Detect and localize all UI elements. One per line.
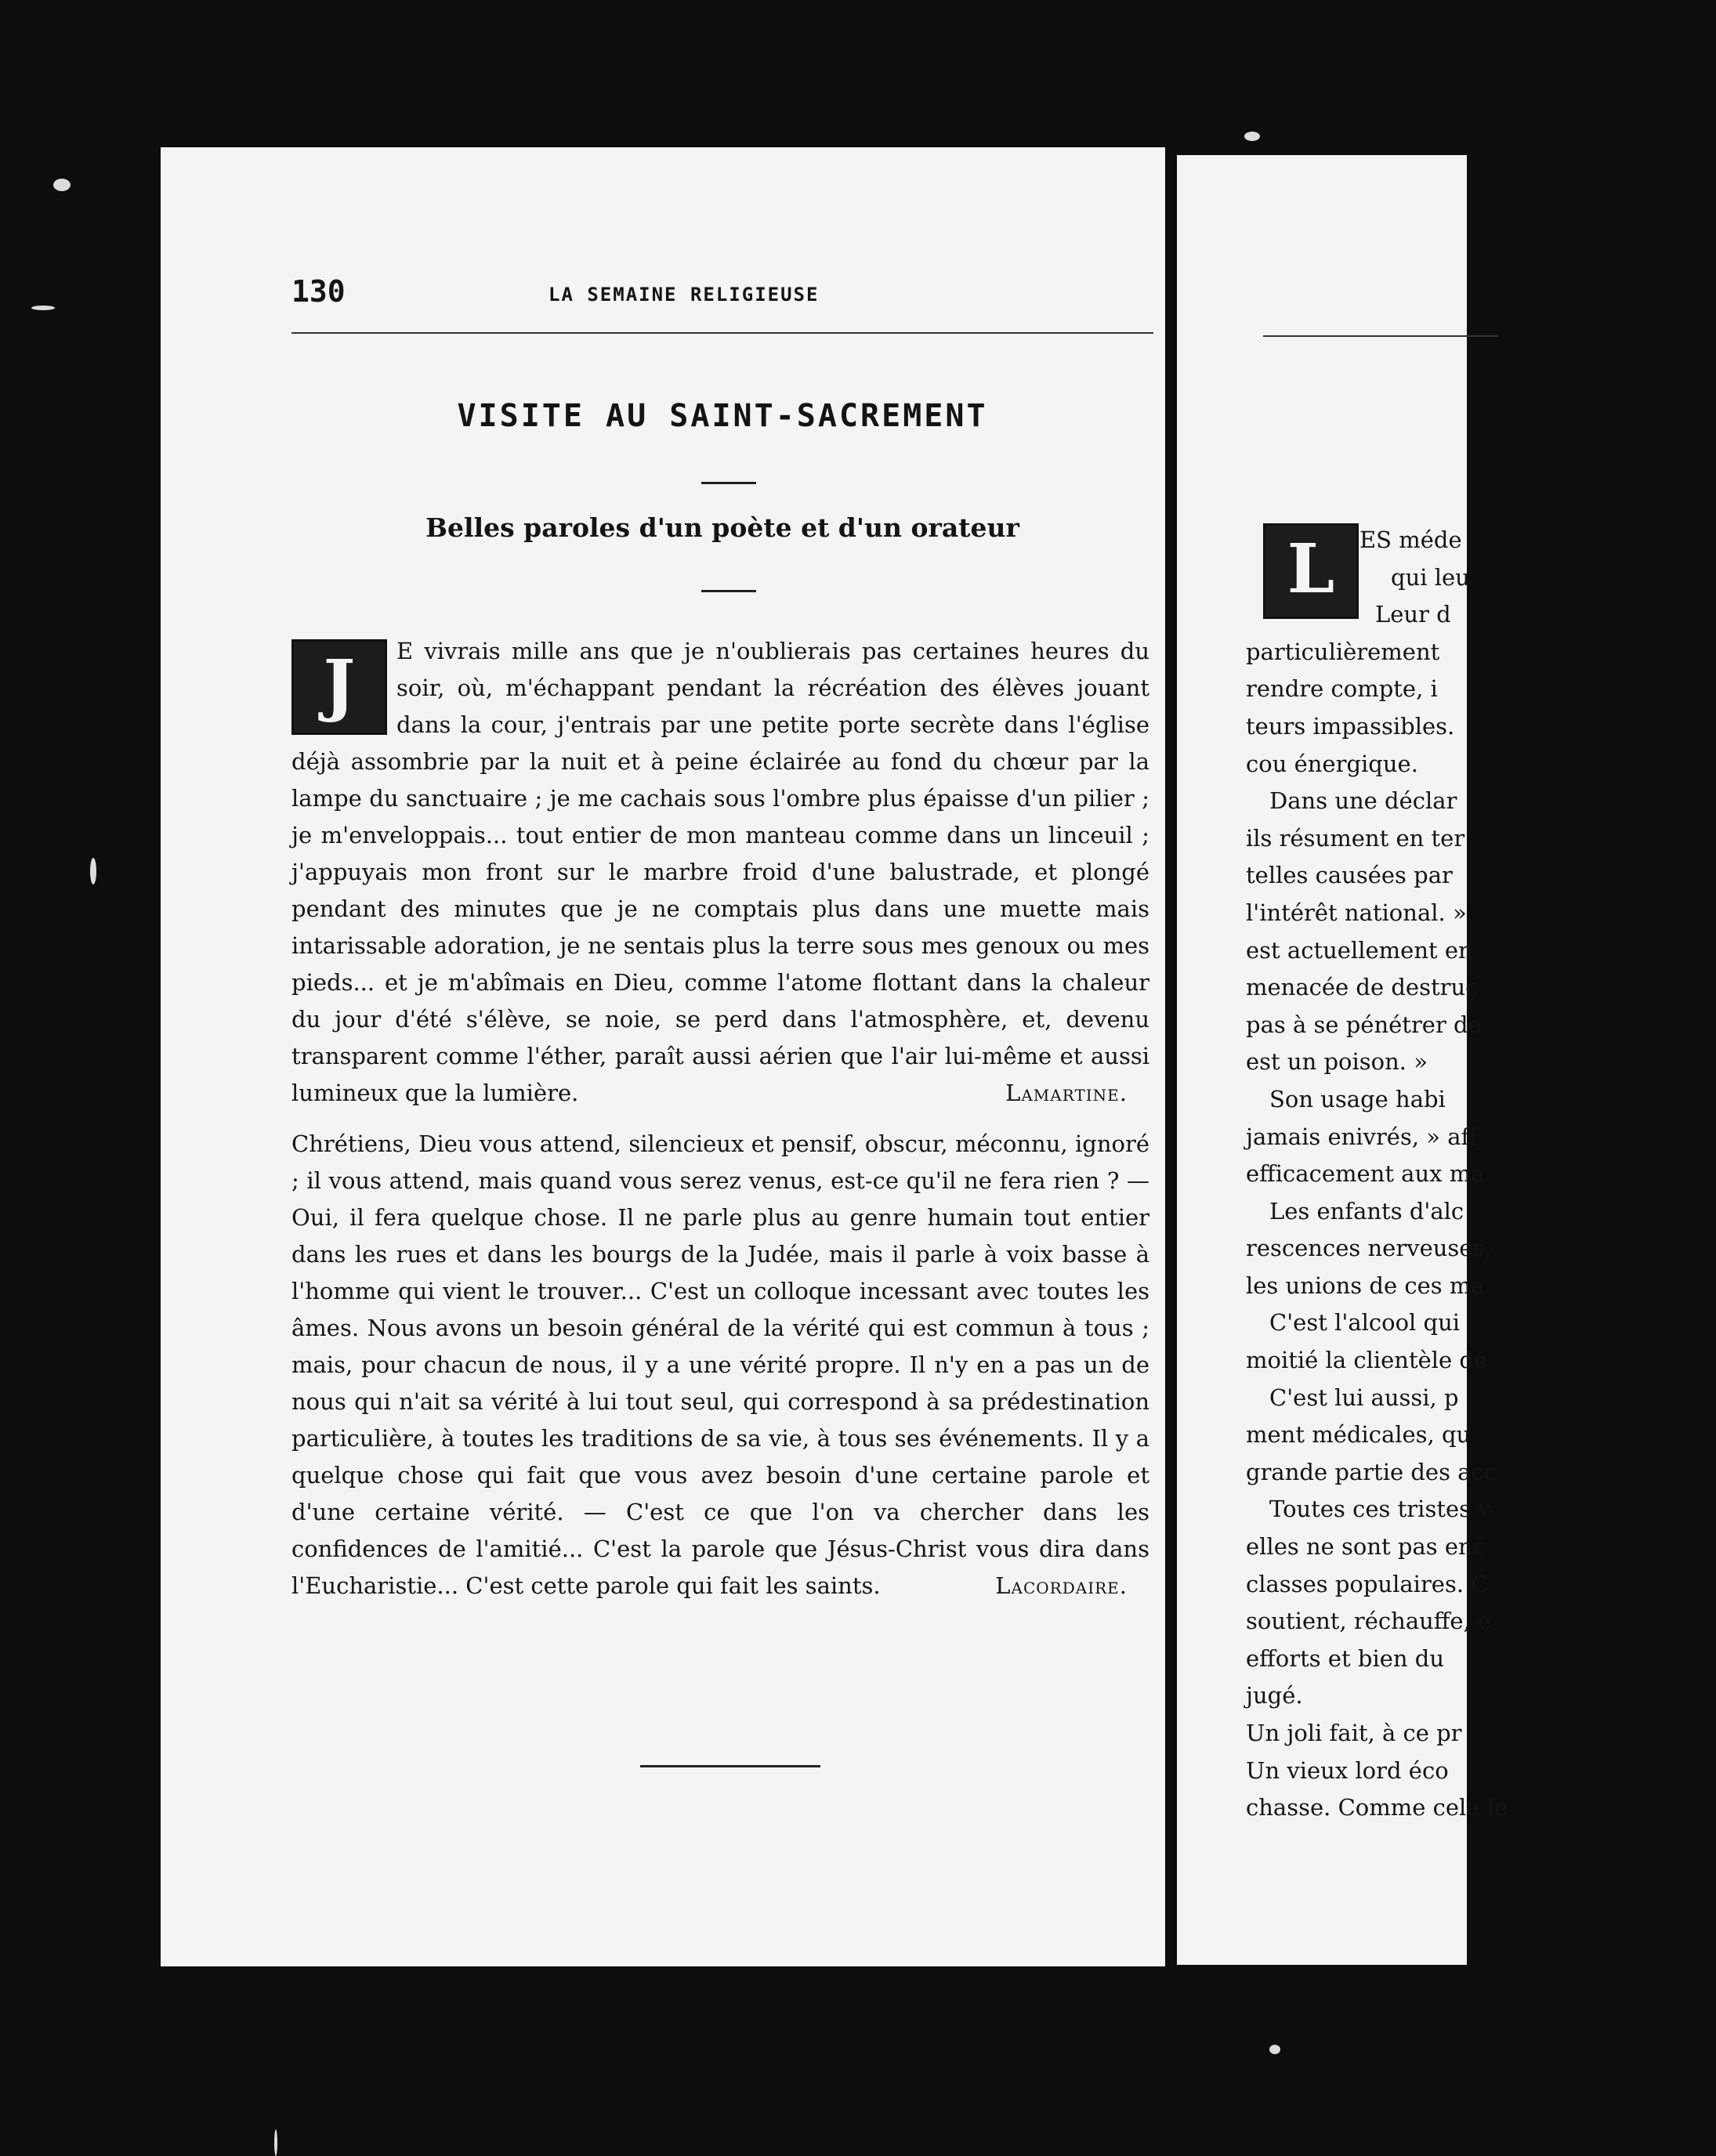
text-line: ils résument en ter [1246,824,1465,852]
text-line: chasse. Comme cela le [1246,1794,1508,1821]
left-page [161,147,1165,1966]
text-line: teurs impassibles. [1246,712,1455,740]
text-line: Dans une déclar [1269,787,1457,815]
passage-text: Chrétiens, Dieu vous attend, silencieux et pensif, obscur, méconnu, ignoré ; il vous attend, mais quand vous serez venus, est-ce qu'il ne fera rien ? — Oui, il fera quelque chose. Il ne parle plus au genre humain tout entier dans les rues et dans les bourgs de la Judée, mais il parle à voix basse à l'homme qui vient le trouver... C'est un colloque incessant avec toutes les âmes. Nous avons un besoin général de la vérité qui est commun à tous ; mais, pour chacun de nous, il y a une vérité propre. Il n'y en a pas un de nous qui n'ait sa vérité à lui tout seul, qui correspond à sa prédestination particulière, à toutes les traditions de sa vie, à tous ses événements. Il y a quelque chose qui fait que vous avez besoin d'une certaine parole et d'une certaine vérité. — C'est ce que l'on va chercher dans les confidences de l'amitié... C'est la parole que Jésus-Christ vous dira dans l'Eucharistie... C'est cette parole qui fait les saints. [291,1130,1149,1599]
text-line: soutient, réchauffe, e [1246,1608,1492,1635]
drop-cap: L [1263,523,1359,619]
header-rule [1263,335,1498,337]
text-line: moitié la clientèle de [1246,1347,1488,1374]
subtitle-divider [701,590,756,592]
running-title: LA SEMAINE RELIGIEUSE [548,284,820,306]
article-subtitle: Belles paroles d'un poète et d'un orateur [425,512,1019,543]
title-divider [701,482,756,484]
text-line: Un vieux lord éco [1246,1756,1449,1784]
header-rule [291,332,1153,334]
text-line: Un joli fait, à ce pr [1246,1720,1462,1746]
scan-speck [53,179,71,191]
text-line: ment médicales, qu [1246,1421,1472,1449]
text-line: telles causées par [1246,862,1453,889]
passage-text: E vivrais mille ans que je n'oublierais pas certaines heures du soir, où, m'échappant pendant la récréation des élèves jouant dans la cour, j'entrais par une petite porte secrète dans l'église déjà assombrie par la nuit et à peine éclairée au fond du chœur par la lampe du sanctuaire ; je me cachais sous l'ombre plus épaisse d'un pilier ; je m'enveloppais... tout entier de mon manteau comme dans un linceuil ; j'appuyais mon front sur le marbre froid d'une balustrade, et plongé pendant des minutes que je ne comptais plus dans une muette mais intarissable adoration, je ne sentais plus la terre sous mes genoux ou mes pieds... et je m'abîmais en Dieu, comme l'atome flottant dans la chaleur du jour d'été s'élève, se noie, se perd dans l'atmosphère, et, devenu transparent comme l'éther, paraît aussi aérien que l'air lui-même et aussi lumineux que la lumière. [291,638,1149,1106]
text-line: pas à se pénétrer de [1246,1011,1482,1038]
text-line: C'est lui aussi, p [1269,1384,1459,1411]
text-line: grande partie des acc [1246,1458,1497,1485]
text-line: qui leu [1391,563,1470,591]
text-line: rescences nerveuses, [1246,1235,1492,1262]
scan-speck [90,858,96,884]
scan-speck [31,306,55,310]
text-line: elles ne sont pas enc [1246,1533,1486,1561]
text-line: jamais enivrés, » aff [1246,1123,1478,1150]
text-line: est actuellement en [1246,936,1473,964]
text-line: les unions de ces ma [1246,1272,1485,1299]
text-line: l'intérêt national. » [1246,899,1467,926]
scan-speck [1269,2045,1280,2054]
text-line: Leur d [1375,601,1451,628]
text-line: efforts et bien du [1246,1644,1445,1672]
text-line: efficacement aux ma [1246,1160,1485,1188]
text-line: est un poison. » [1246,1048,1428,1076]
right-page [1177,155,1508,1965]
text-line: Son usage habi [1269,1085,1446,1112]
text-line: jugé. [1246,1682,1303,1709]
end-rule [640,1765,820,1767]
article-body [291,633,1149,1604]
drop-cap: J [291,639,387,735]
article-title: VISITE AU SAINT-SACREMENT [457,398,988,434]
text-line: rendre compte, i [1246,675,1438,703]
running-head [291,274,1153,321]
text-line: ES méde [1359,526,1462,553]
text-line: Toutes ces tristes v [1269,1496,1491,1523]
author-attribution: Lamartine. [1005,1080,1128,1106]
lacordaire-passage [291,1126,1149,1604]
text-line: classes populaires. C [1246,1570,1489,1597]
lamartine-passage [291,633,1149,1112]
author-attribution: Lacordaire. [995,1572,1128,1599]
scan-speck [1244,132,1260,141]
text-line: C'est l'alcool qui [1269,1309,1461,1337]
text-line: particulièrement [1246,638,1440,665]
right-page-text [1246,522,1716,1827]
text-line: Les enfants d'alc [1269,1197,1464,1225]
text-line: menacée de destruc [1246,974,1479,1001]
text-line: cou énergique. [1246,750,1418,777]
scan-speck [274,2129,277,2156]
page-number: 130 [291,274,346,309]
